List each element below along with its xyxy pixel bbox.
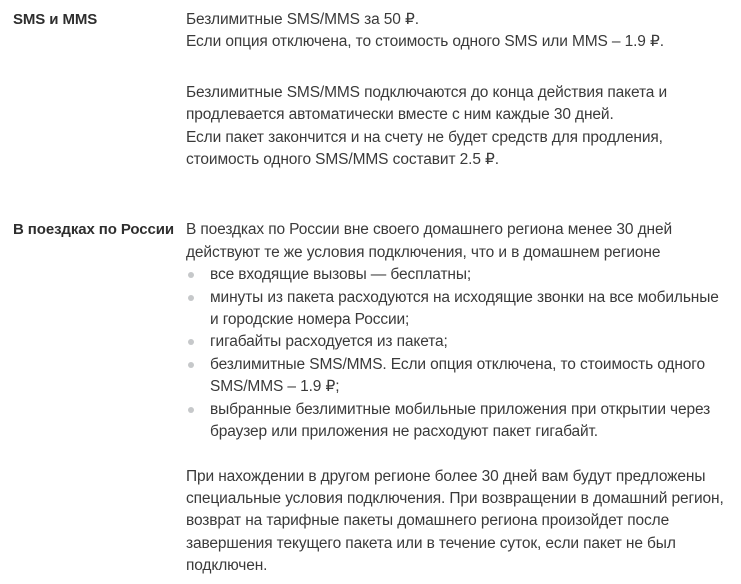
section-label-sms-mms: SMS и MMS — [13, 11, 98, 28]
paragraph-sms-renewal — [186, 82, 729, 172]
text-line: Безлимитные SMS/MMS за 50 ₽. — [186, 11, 419, 28]
paragraph-travel-long-stay — [186, 466, 729, 578]
text-line: Безлимитные SMS/MMS подключаются до конца действия пакета и продлевается автоматически вместе с ним каждые 30 дней. — [186, 83, 668, 124]
list-item-text: минуты из пакета расходуются на исходящие звонки на все мобильные и городские номера России; — [210, 288, 719, 329]
list-item — [186, 331, 729, 353]
bullet-icon — [188, 362, 194, 368]
list-item-text: безлимитные SMS/MMS. Если опция отключена, то стоимость одного SMS/MMS – 1.9 ₽; — [210, 355, 705, 396]
list-item-text: гигабайты расходуется из пакета; — [210, 333, 448, 351]
list-item-text: все входящие вызовы — бесплатны; — [210, 266, 472, 284]
section-label-travel-russia: В поездках по России — [13, 221, 175, 239]
paragraph-sms-price — [186, 9, 729, 54]
list-item — [186, 399, 729, 444]
travel-conditions-list — [186, 264, 729, 443]
list-item — [186, 287, 729, 332]
text-line: Если пакет закончится и на счету не будет средств для продления, стоимость одного SMS/MMS составит 2.5 ₽. — [186, 128, 663, 169]
section-content-sms-mms — [186, 9, 729, 171]
list-item — [186, 264, 729, 286]
bullet-icon — [188, 407, 194, 413]
text-line: При нахождении в другом регионе более 30 дней вам будут предложены специальные условия подключения. При возвращении в домашний регион, возврат на тарифные пакеты домашнего региона произойдет после завершения текущего пакета или в течение суток, если пакет не был подключен. — [186, 467, 724, 575]
bullet-icon — [188, 272, 194, 278]
text-line: В поездках по России вне своего домашнего региона менее 30 дней действуют те же условия подключения, что и в домашнем регионе — [186, 221, 672, 261]
bullet-icon — [188, 295, 194, 301]
bullet-icon — [188, 339, 194, 345]
list-item-text: выбранные безлимитные мобильные приложения при открытии через браузер или приложения не расходуют пакет гигабайт. — [210, 400, 711, 441]
section-content-travel-russia — [186, 219, 729, 577]
paragraph-travel-intro — [186, 219, 729, 264]
text-line: Если опция отключена, то стоимость одного SMS или MMS – 1.9 ₽. — [186, 33, 664, 51]
list-item — [186, 354, 729, 399]
